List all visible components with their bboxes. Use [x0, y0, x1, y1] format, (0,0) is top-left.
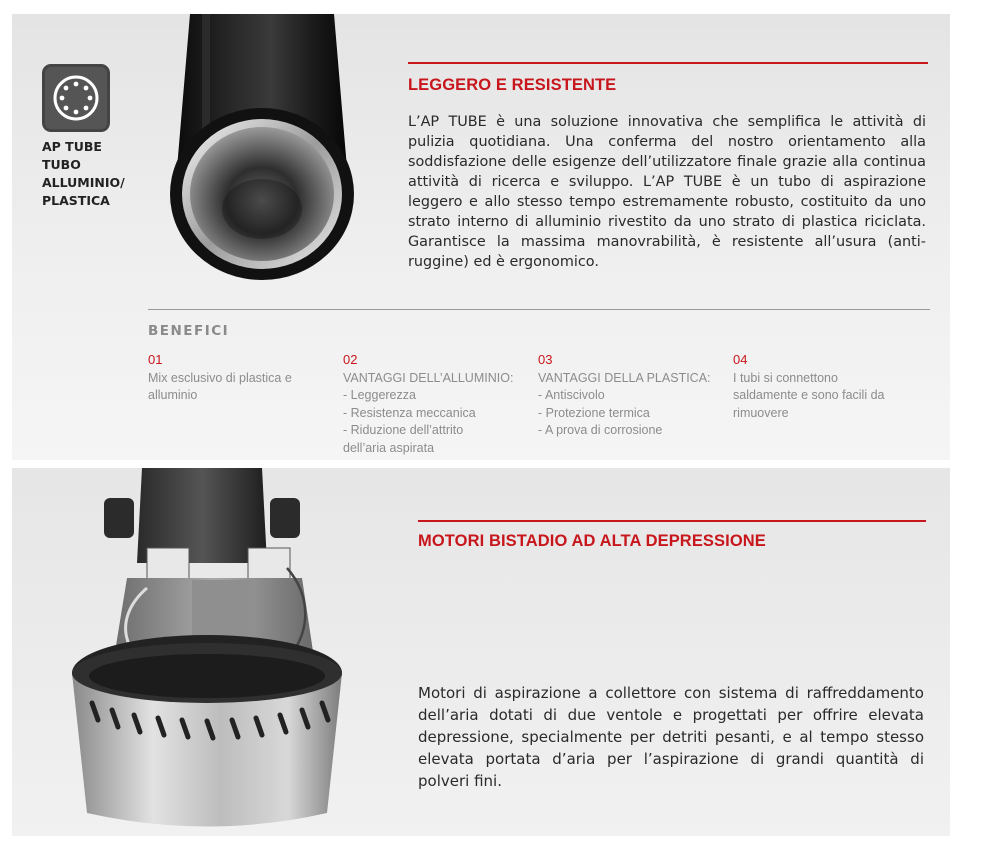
- benefit-line: I tubi si connettono: [733, 370, 838, 385]
- motor-feature-panel: [12, 468, 950, 836]
- benefit-number: 04: [733, 352, 748, 367]
- benefit-line: dell’aria aspirata: [343, 440, 435, 455]
- benefit-line: VANTAGGI DELL’ALLUMINIO:: [343, 370, 514, 385]
- benefit-line: VANTAGGI DELLA PLASTICA:: [538, 370, 711, 385]
- section-rule: [418, 520, 926, 522]
- benefit-line: - Leggerezza: [343, 388, 416, 402]
- motor-image: [52, 468, 352, 836]
- benefit-item: [733, 351, 923, 422]
- tube-feature-panel: [12, 14, 950, 460]
- feature-icon-label: AP TUBE TUBO ALLUMINIO/ PLASTICA: [42, 139, 125, 208]
- benefits-divider: [148, 309, 930, 310]
- benefit-line: saldamente e sono facili da: [733, 388, 885, 402]
- benefit-line: - A prova di corrosione: [538, 423, 663, 437]
- benefit-line: - Resistenza meccanica: [343, 405, 476, 420]
- benefit-line: alluminio: [148, 388, 198, 402]
- benefit-line: - Riduzione dell’attrito: [343, 423, 464, 437]
- section-rule: [408, 62, 928, 64]
- benefit-line: Mix esclusivo di plastica e: [148, 370, 292, 385]
- section-heading: LEGGERO E RESISTENTE: [408, 76, 617, 94]
- benefits-title: BENEFICI: [148, 323, 230, 339]
- benefit-number: 01: [148, 352, 163, 367]
- benefit-number: 02: [343, 352, 358, 367]
- tube-cross-section-icon: [42, 64, 110, 132]
- section-body-text: L’AP TUBE è una soluzione innovativa che semplifica le attività di pulizia quotidiana. Una conferma del nostro orientamento alla soddisfazione delle esigenze dell’utilizzatore finale grazie alla continua attività di ricerca e sviluppo. L’AP TUBE è un tubo di aspirazione leggero e allo stesso tempo estremamente robusto, costituito da uno strato interno di alluminio rivestito da uno strato di plastica riciclata. Garantisce la massima manovrabilità, è resistente all’usura (anti-ruggine) ed è ergonomico.: [408, 114, 926, 270]
- benefit-number: 03: [538, 352, 553, 367]
- benefit-item: [343, 351, 533, 457]
- benefit-line: - Antiscivolo: [538, 388, 605, 402]
- benefit-line: rimuovere: [733, 405, 789, 420]
- benefit-item: [538, 351, 728, 440]
- benefit-line: - Protezione termica: [538, 405, 650, 420]
- section-body-text: Motori di aspirazione a collettore con sistema di raffreddamento dell’aria dotati di due ventole e progettati per offrire elevata depressione, specialmente per detriti pesanti, e al tempo stesso elevata portata d’aria per l’aspirazione di grandi quantità di polveri fini.: [418, 684, 924, 790]
- benefit-item: [148, 351, 338, 405]
- ap-tube-image: [162, 14, 362, 284]
- section-heading: MOTORI BISTADIO AD ALTA DEPRESSIONE: [418, 532, 766, 550]
